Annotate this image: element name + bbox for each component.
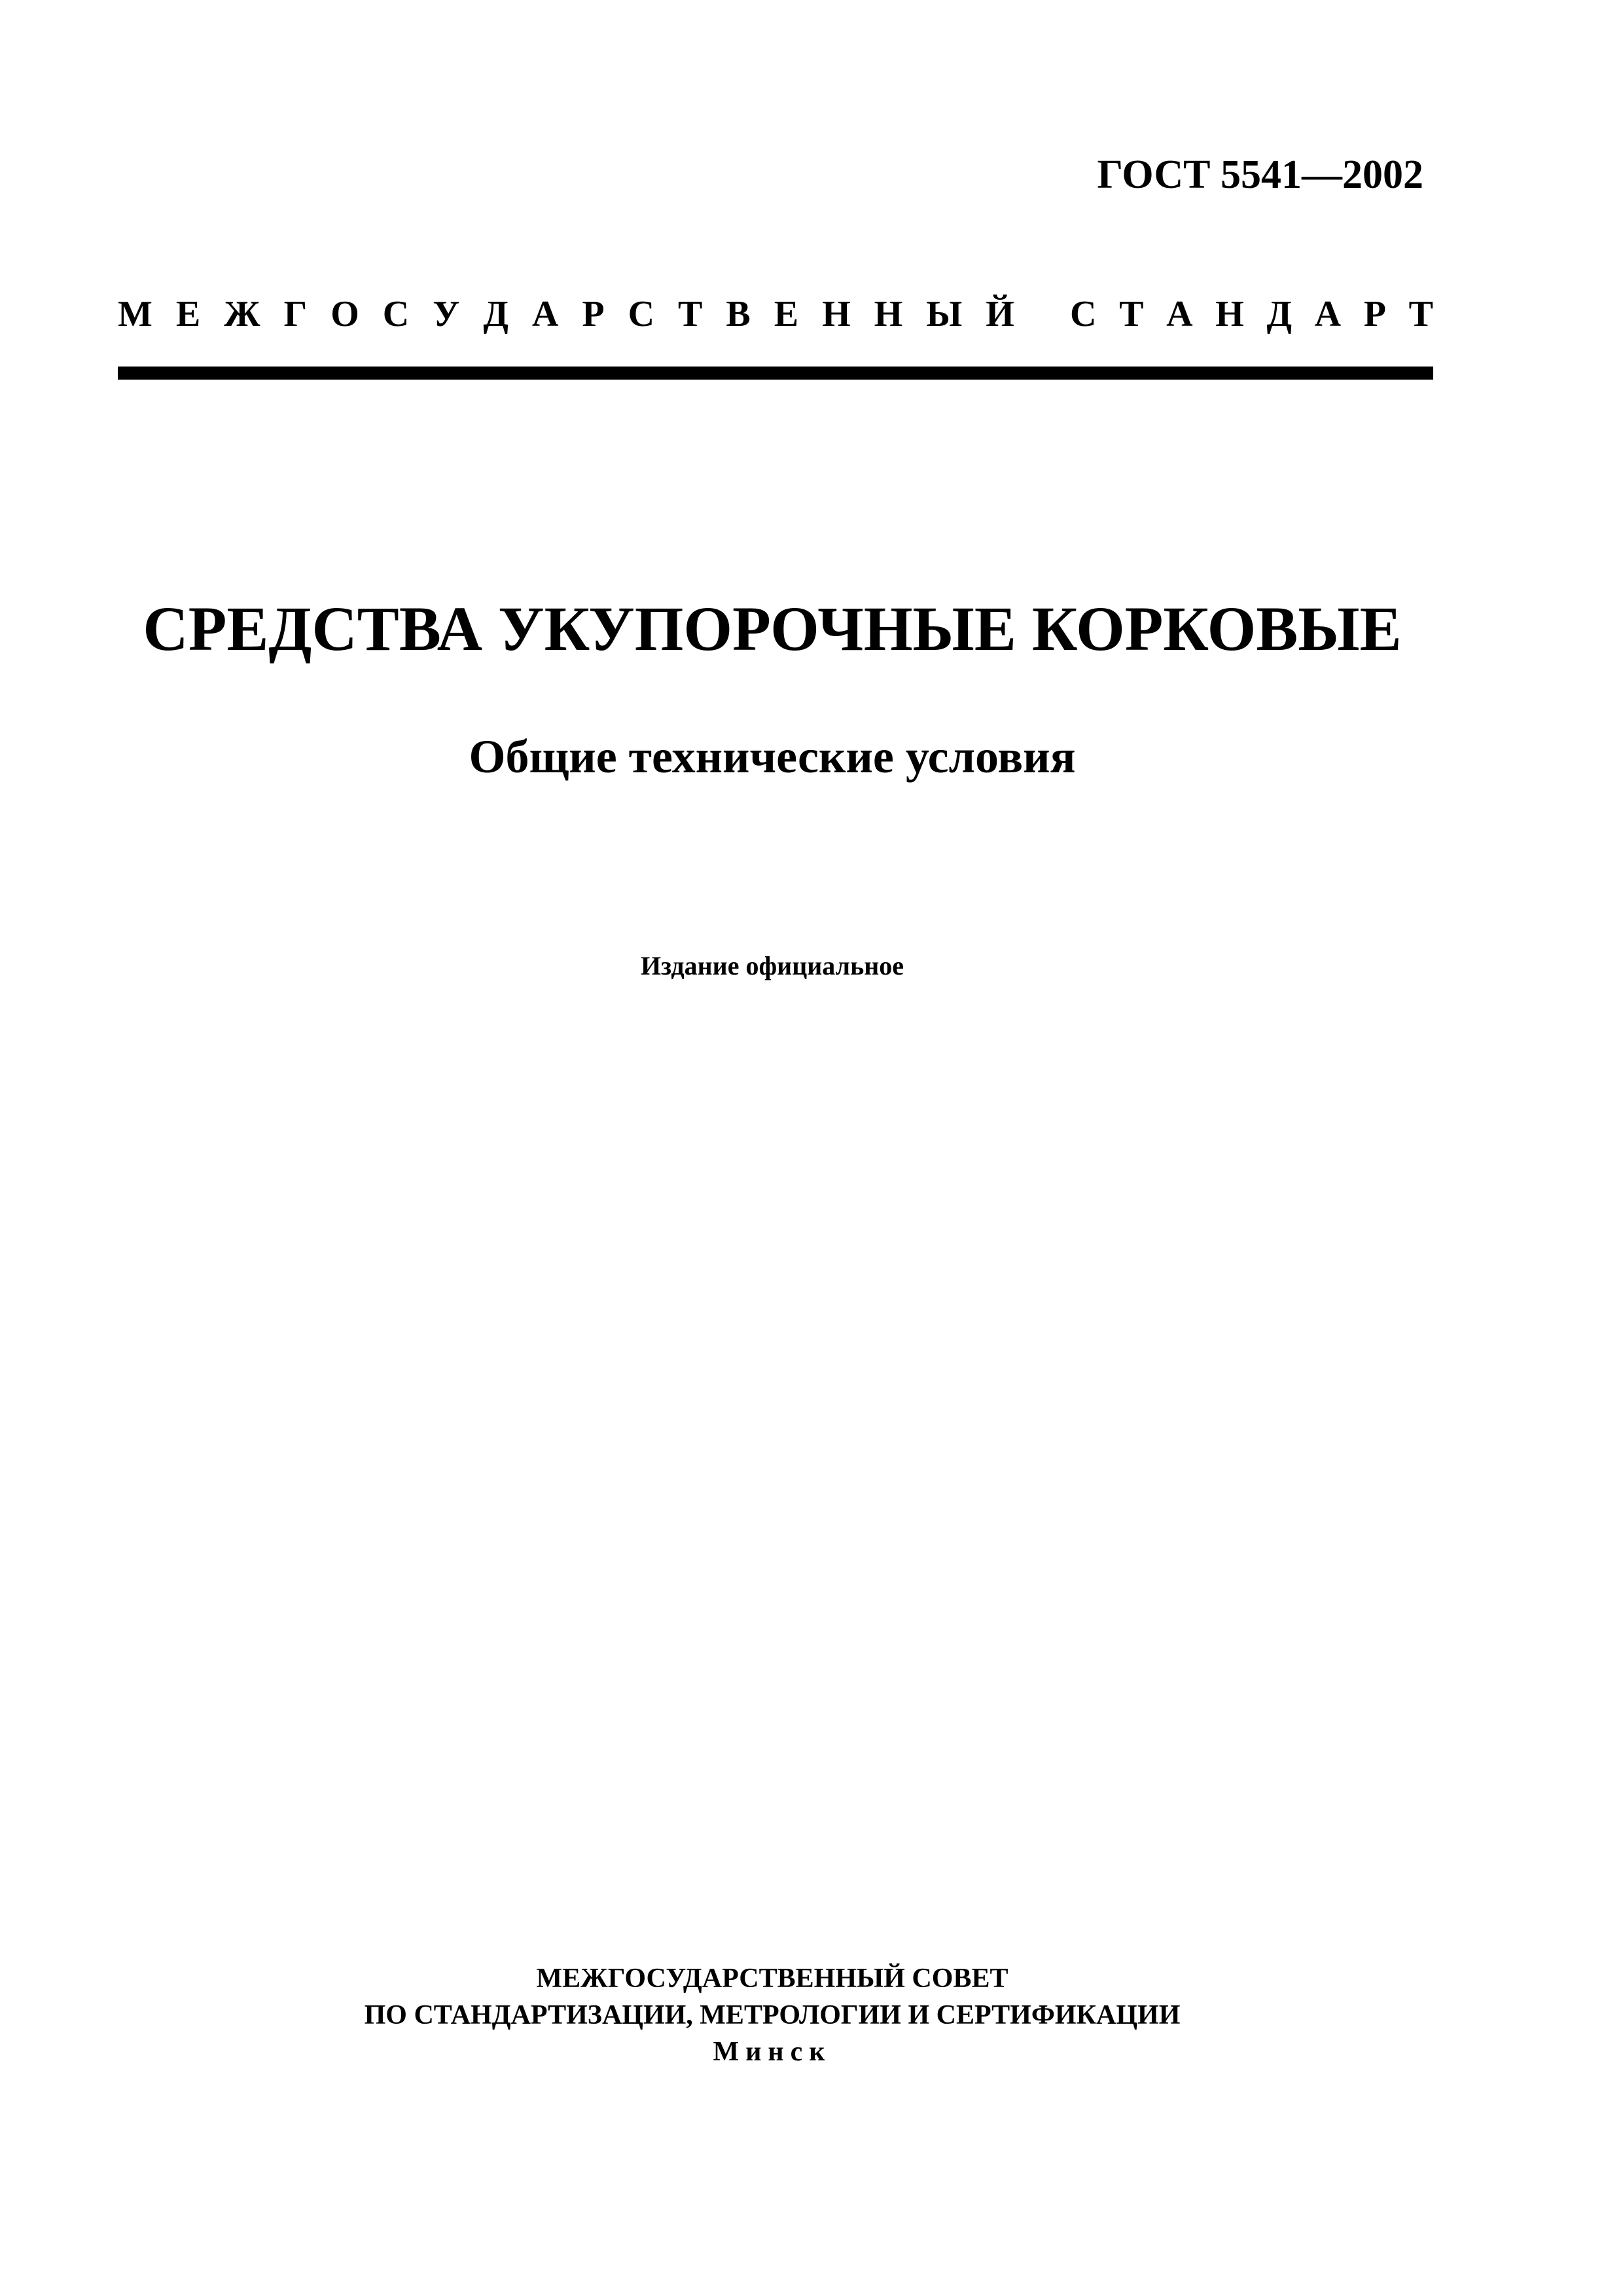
header-letter: А: [531, 294, 559, 334]
header-letter: Е: [774, 294, 799, 334]
edition-note: Издание официальное: [640, 951, 904, 980]
header-letter: А: [1166, 294, 1193, 334]
header-letter: В: [726, 294, 751, 334]
header-letter: Д: [1266, 294, 1292, 334]
header-letter: Т: [1119, 294, 1144, 334]
header-letter: Ы: [926, 294, 963, 334]
header-word-standard: [1070, 296, 1433, 332]
header-letter: Т: [1408, 294, 1433, 334]
header-divider: [118, 367, 1433, 380]
header-letter: Н: [874, 294, 903, 334]
standard-number: ГОСТ 5541—2002: [1097, 152, 1423, 197]
publisher-line-2: ПО СТАНДАРТИЗАЦИИ, МЕТРОЛОГИИ И СЕРТИФИКАЦИИ: [364, 2000, 1181, 2030]
document-title: СРЕДСТВА УКУПОРОЧНЫЕ КОРКОВЫЕ: [143, 594, 1402, 664]
header-letter: Р: [582, 294, 605, 334]
publisher-block: [0, 1960, 1544, 2070]
standard-type-heading: [118, 296, 1433, 332]
header-letter: Д: [483, 294, 508, 334]
header-letter: С: [382, 294, 410, 334]
header-letter: Н: [822, 294, 851, 334]
header-letter: Ж: [224, 294, 260, 334]
header-letter: О: [330, 294, 359, 334]
header-letter: С: [1070, 294, 1097, 334]
header-letter: У: [433, 294, 460, 334]
publisher-line-1: МЕЖГОСУДАРСТВЕННЫЙ СОВЕТ: [536, 1964, 1008, 1994]
publisher-city: Минск: [713, 2037, 832, 2067]
header-word-interstate: [118, 296, 1014, 332]
header-letter: Н: [1215, 294, 1244, 334]
header-letter: М: [118, 294, 152, 334]
document-subtitle: Общие технические условия: [469, 730, 1076, 783]
header-letter: Р: [1363, 294, 1386, 334]
header-letter: А: [1314, 294, 1342, 334]
header-letter: Г: [283, 294, 308, 334]
header-letter: Т: [678, 294, 703, 334]
header-letter: Й: [986, 294, 1014, 334]
header-letter: Е: [175, 294, 201, 334]
header-letter: С: [628, 294, 655, 334]
